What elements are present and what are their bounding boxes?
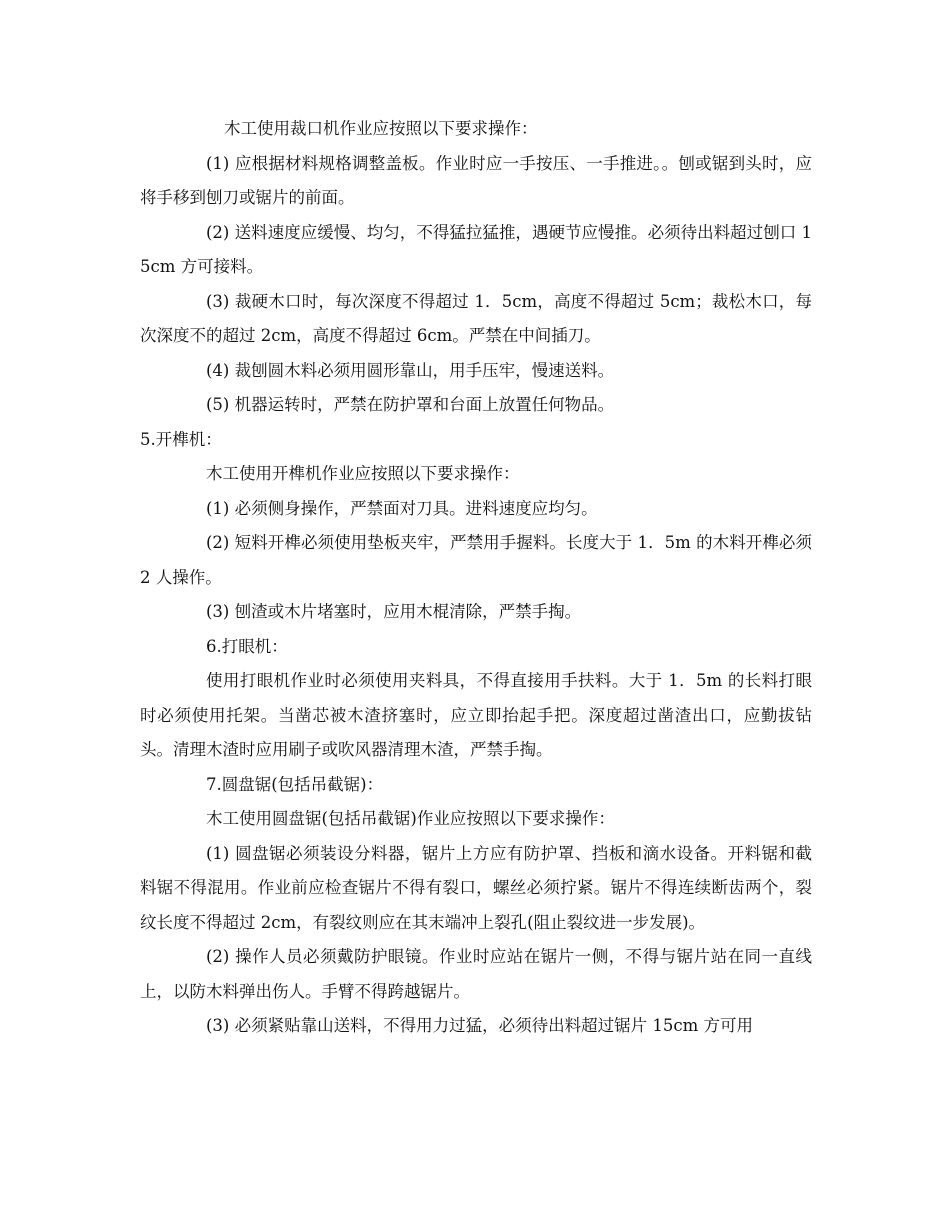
paragraph-trimmer-rule-2: (2) 送料速度应缓慢、均匀，不得猛拉猛推，遇硬节应慢推。必须待出料超过刨口 15cm 方可接料。 [140, 222, 812, 276]
paragraph-circular-saw-rule-1: (1) 圆盘锯必须装设分料器，锯片上方应有防护罩、挡板和滴水设备。开料锯和截料锯不得混用。作业前应检查锯片不得有裂口，螺丝必须拧紧。锯片不得连续断齿两个，裂纹长度不得超过 2cm，有裂纹则应在其末端冲上裂孔(阻止裂纹进一步发展)。 [140, 843, 812, 932]
paragraph-tenoner-rule-3: (3) 刨渣或木片堵塞时，应用木棍清除，严禁手掏。 [206, 602, 582, 621]
paragraph-circular-saw-intro: 木工使用圆盘锯(包括吊截锯)作业应按照以下要求操作： [206, 809, 615, 828]
paragraph-circular-saw-rule-3: (3) 必须紧贴靠山送料，不得用力过猛，必须待出料超过锯片 15cm 方可用 [206, 1016, 753, 1035]
section-heading-circular-saw: 7.圆盘锯(包括吊截锯)： [206, 774, 384, 794]
paragraph-trimmer-intro: 木工使用裁口机作业应按照以下要求操作： [224, 119, 538, 138]
paragraph-trimmer-rule-1: (1) 应根据材料规格调整盖板。作业时应一手按压、一手推进。。刨或锯到头时，应将手移到刨刀或锯片的前面。 [140, 153, 812, 207]
document-body [140, 112, 812, 1044]
paragraph-trimmer-rule-4: (4) 裁刨圆木料必须用圆形靠山，用手压牢，慢速送料。 [206, 360, 615, 380]
section-heading-mortiser: 6.打眼机： [206, 636, 288, 656]
section-heading-tenoner: 5.开榫机： [140, 429, 222, 449]
paragraph-tenoner-intro: 木工使用开榫机作业应按照以下要求操作： [206, 464, 520, 483]
paragraph-mortiser-body: 使用打眼机作业时必须使用夹料具，不得直接用手扶料。大于 1．5m 的长料打眼时必须使用托架。当凿芯被木渣挤塞时，应立即抬起手把。深度超过凿渣出口，应勤拔钻头。清理木渣时应用刷子或吹风器清理木渣，严禁手掏。 [140, 671, 812, 759]
paragraph-circular-saw-rule-2: (2) 操作人员必须戴防护眼镜。作业时应站在锯片一侧，不得与锯片站在同一直线上，以防木料弹出伤人。手臂不得跨越锯片。 [140, 947, 812, 1001]
paragraph-tenoner-rule-2: (2) 短料开榫必须使用垫板夹牢，严禁用手握料。长度大于 1．5m 的木料开榫必须 2 人操作。 [140, 533, 812, 587]
paragraph-tenoner-rule-1: (1) 必须侧身操作，严禁面对刀具。进料速度应均匀。 [206, 498, 598, 518]
paragraph-trimmer-rule-3: (3) 裁硬木口时，每次深度不得超过 1．5cm，高度不得超过 5cm；裁松木口，每次深度不的超过 2cm，高度不得超过 6cm。严禁在中间插刀。 [140, 291, 812, 345]
paragraph-trimmer-rule-5: (5) 机器运转时，严禁在防护罩和台面上放置任何物品。 [206, 395, 615, 414]
